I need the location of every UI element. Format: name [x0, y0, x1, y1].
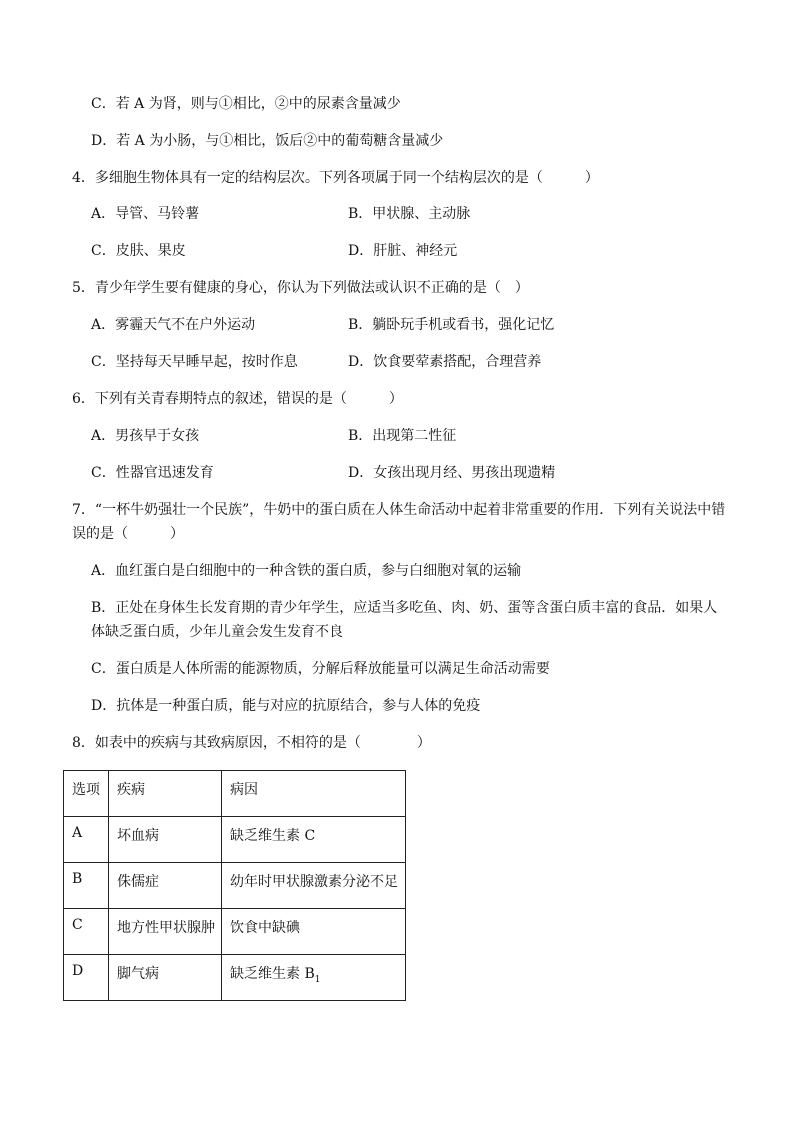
table-header-row [64, 771, 406, 817]
q5-stem: 5．青少年学生要有健康的身心，你认为下列做法或认识不正确的是（ ） [72, 280, 529, 296]
q4-option-b: B．甲状腺、主动脉 [348, 206, 471, 222]
table-cell: 地方性甲状腺肿 [109, 909, 222, 955]
q7-option-b-line2: 体缺乏蛋白质，少年儿童会发生发育不良 [91, 624, 343, 640]
q7-option-a: A．血红蛋白是白细胞中的一种含铁的蛋白质，参与白细胞对氧的运输 [91, 563, 522, 579]
table-cell: 坏血病 [109, 817, 222, 863]
table-cell: C [64, 909, 109, 955]
q8-stem: 8．如表中的疾病与其致病原因，不相符的是（ ） [72, 735, 431, 751]
cell-text: 饮食中缺碘 [230, 920, 300, 936]
q7-option-b-line1: B．正处在身体生长发育期的青少年学生，应适当多吃鱼、肉、奶、蛋等含蛋白质丰富的食品．如果人 [91, 600, 718, 616]
q5-option-d: D．饮食要荤素搭配，合理营养 [348, 354, 542, 370]
table-cell: D [64, 955, 109, 1001]
cell-subscript: 1 [314, 974, 321, 985]
table-cell: 侏儒症 [109, 863, 222, 909]
q6-option-a: A．男孩早于女孩 [91, 428, 200, 444]
cell-text: 缺乏维生素 B [230, 966, 315, 982]
q4-stem: 4．多细胞生物体具有一定的结构层次。下列各项属于同一个结构层次的是（ ） [72, 170, 599, 186]
q4-option-c: C．皮肤、果皮 [91, 243, 186, 259]
table-cell [222, 909, 406, 955]
table-header-cell: 疾病 [109, 771, 222, 817]
table-header-cell: 选项 [64, 771, 109, 817]
q6-stem: 6．下列有关青春期特点的叙述，错误的是（ ） [72, 391, 403, 407]
table-cell: A [64, 817, 109, 863]
table-cell: B [64, 863, 109, 909]
q7-option-c: C．蛋白质是人体所需的能源物质，分解后释放能量可以满足生命活动需要 [91, 661, 550, 677]
cell-text: 缺乏维生素 C [230, 828, 316, 844]
q7-stem-line2: 误的是（ ） [72, 526, 184, 542]
table-cell [222, 817, 406, 863]
table-row [64, 817, 406, 863]
q4-option-a: A．导管、马铃薯 [91, 206, 200, 222]
table-row [64, 955, 406, 1001]
q6-option-d: D．女孩出现月经、男孩出现遗精 [348, 465, 556, 481]
table-cell [222, 863, 406, 909]
q5-option-b: B．躺卧玩手机或看书，强化记忆 [348, 317, 555, 333]
q4-option-d: D．肝脏、神经元 [348, 243, 458, 259]
q7-stem-line1: 7．“一杯牛奶强壮一个民族”，牛奶中的蛋白质在人体生命活动中起着非常重要的作用．下列有关说法中错 [72, 502, 726, 518]
table-cell: 脚气病 [109, 955, 222, 1001]
q3-option-d: D．若 A 为小肠，与①相比，饭后②中的葡萄糖含量减少 [91, 133, 444, 149]
q6-option-c: C．性器官迅速发育 [91, 465, 214, 481]
table-row [64, 909, 406, 955]
q5-option-c: C．坚持每天早睡早起，按时作息 [91, 354, 298, 370]
q6-option-b: B．出现第二性征 [348, 428, 457, 444]
table-header-cell: 病因 [222, 771, 406, 817]
cell-text: 幼年时甲状腺激素分泌不足 [230, 874, 398, 890]
q5-option-a: A．雾霾天气不在户外运动 [91, 317, 256, 333]
q7-option-d: D．抗体是一种蛋白质，能与对应的抗原结合，参与人体的免疫 [91, 698, 481, 714]
table-cell [222, 955, 406, 1001]
table-row [64, 863, 406, 909]
q3-option-c: C．若 A 为肾，则与①相比，②中的尿素含量减少 [91, 96, 401, 112]
disease-cause-table [63, 770, 406, 1001]
